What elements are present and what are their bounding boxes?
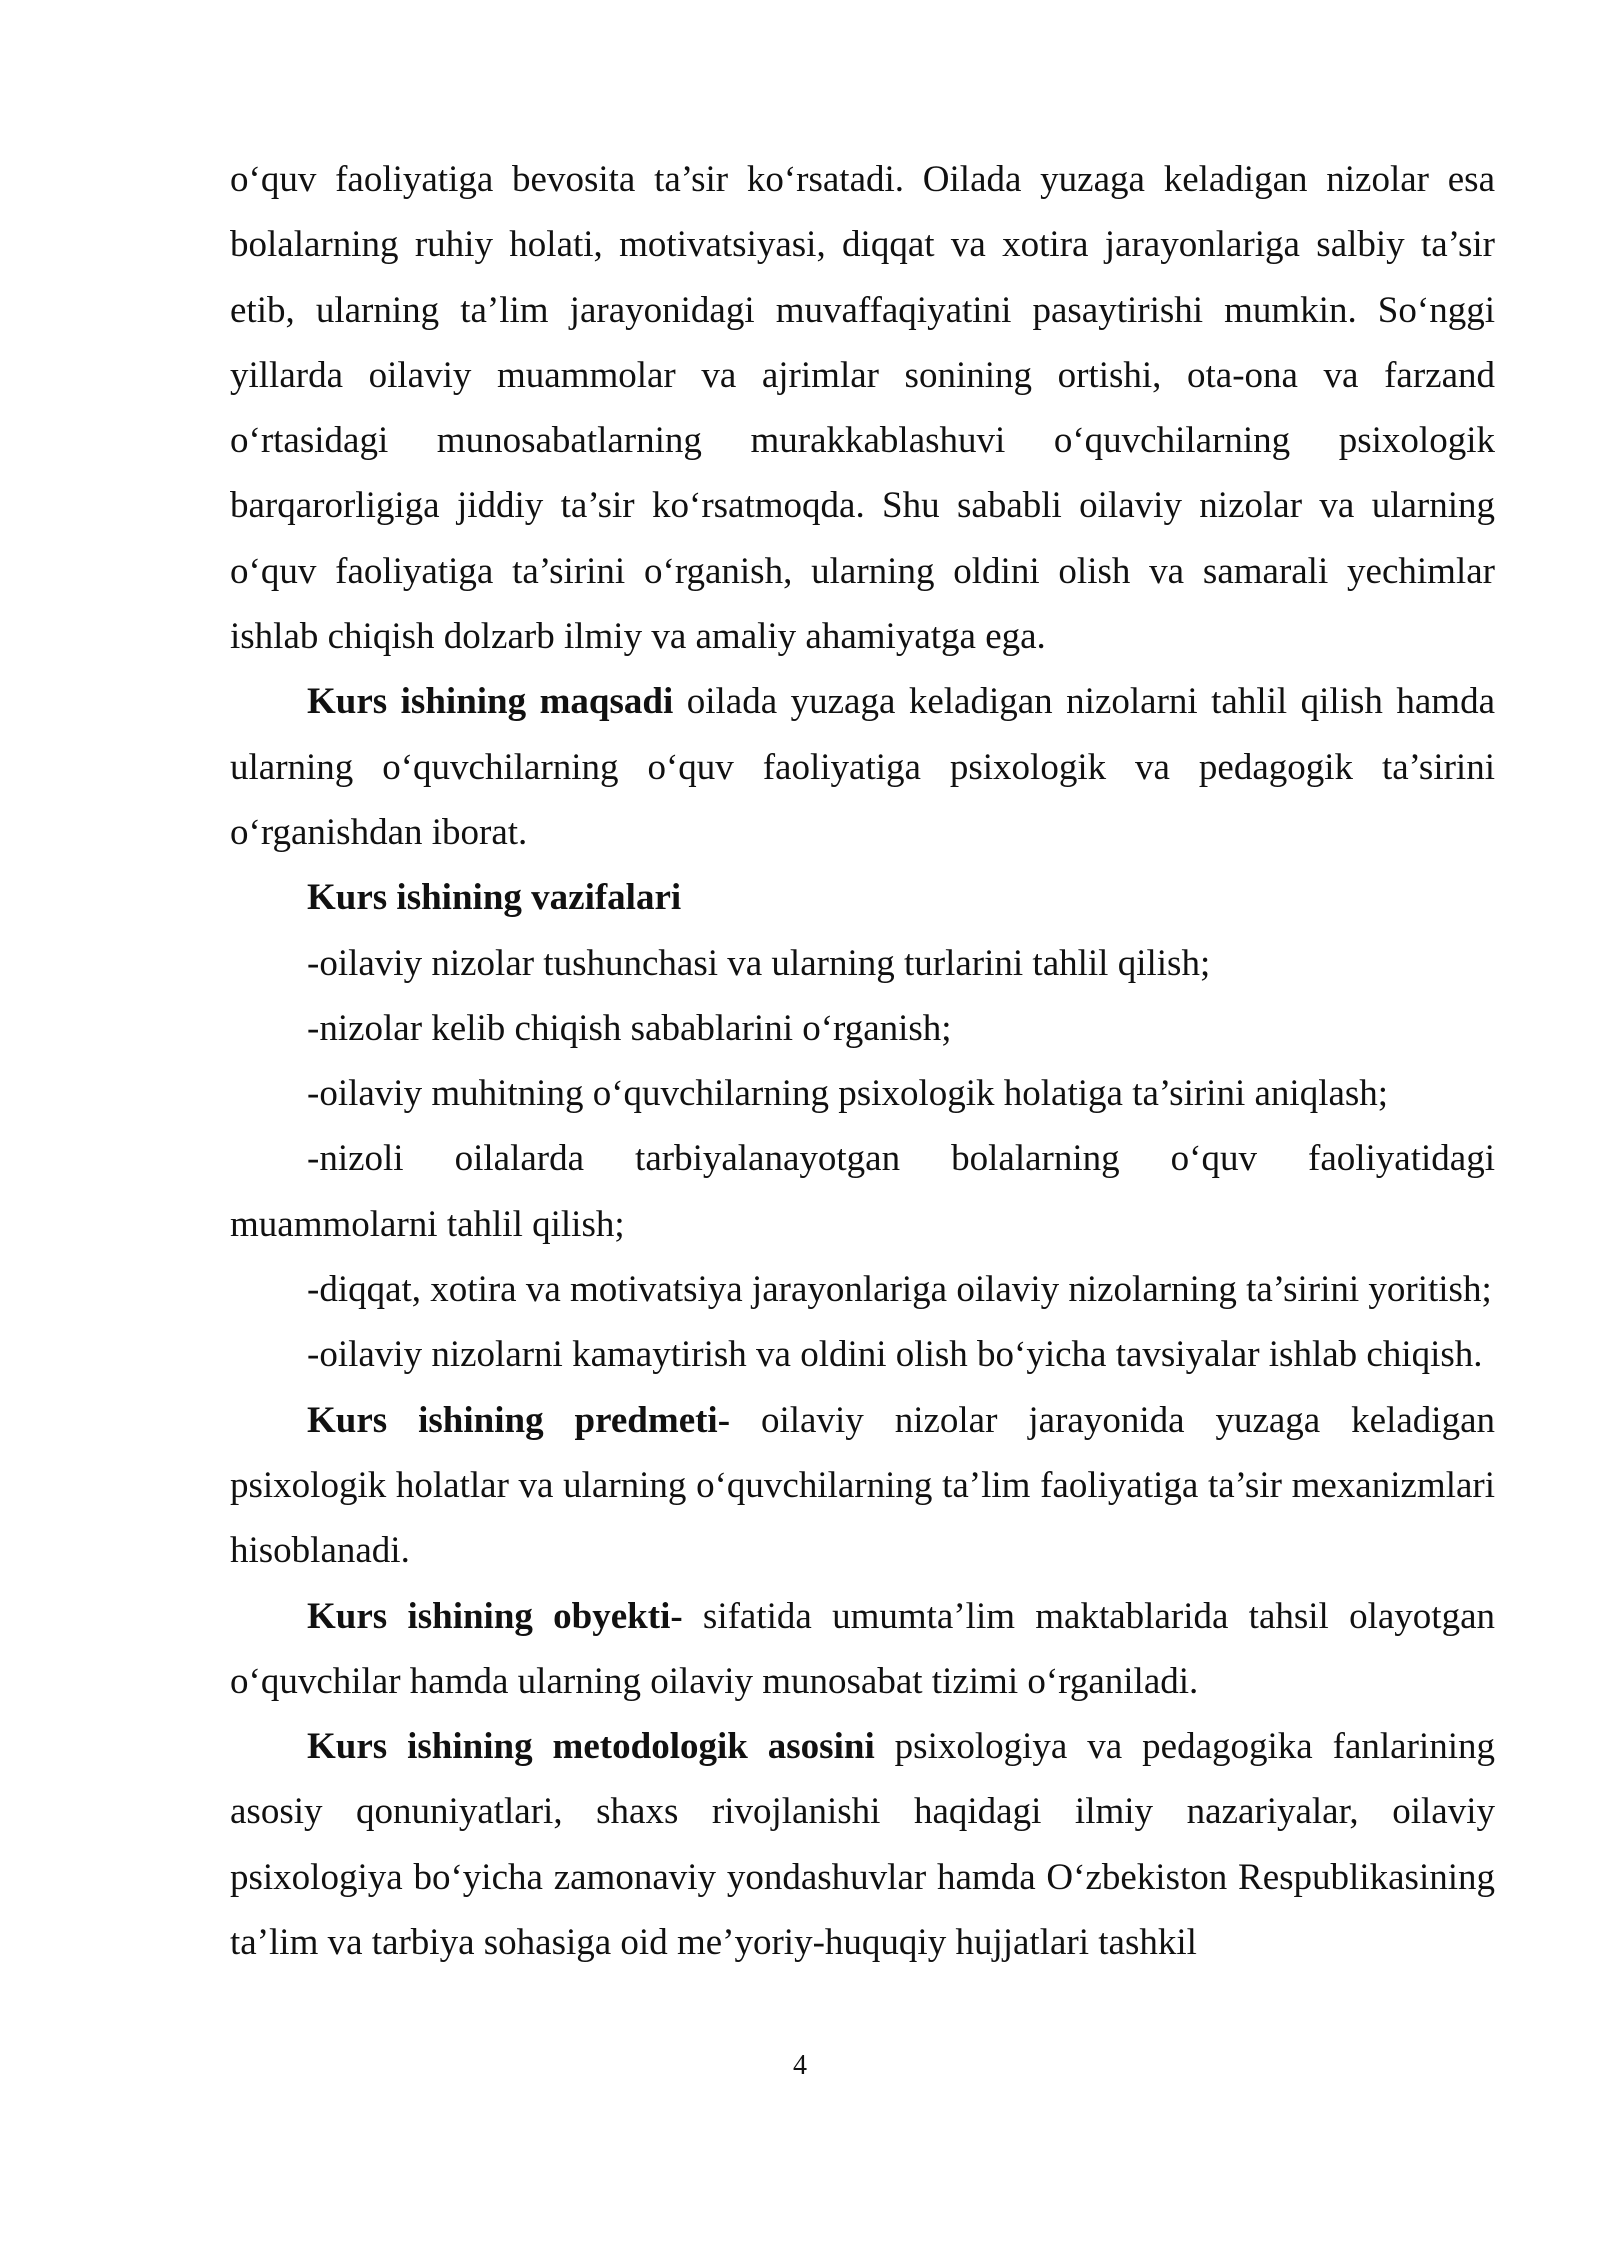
object-heading: Kurs ishining obyekti-	[307, 1595, 683, 1637]
task-text: -oilaviy muhitning o‘quvchilarning psixologik holatiga ta’sirini aniqlash;	[307, 1073, 1389, 1115]
paragraph-intro-continuation	[230, 147, 1495, 669]
methodology-heading: Kurs ishining metodologik asosini	[307, 1726, 875, 1768]
paragraph-methodology	[230, 1714, 1495, 1975]
paragraph-goal	[230, 669, 1495, 865]
task-item	[230, 1322, 1495, 1387]
task-item	[230, 1257, 1495, 1322]
paragraph-text: oilaviy nizolar jarayonida yuzaga keladigan psixologik holatlar va ularning o‘quvchilarning ta’lim faoliyatiga ta’sir mexanizmlari hisoblanadi.	[230, 1399, 1495, 1572]
task-item	[230, 996, 1495, 1061]
subject-heading: Kurs ishining predmeti-	[307, 1399, 731, 1441]
paragraph-object	[230, 1584, 1495, 1715]
task-item	[230, 1126, 1495, 1257]
paragraph-text: sifatida umumta’lim maktablarida tahsil olayotgan o‘quvchilar hamda ularning oilaviy munosabat tizimi o‘rganiladi.	[230, 1595, 1495, 1702]
paragraph-tasks-heading	[230, 865, 1495, 930]
task-text: -diqqat, xotira va motivatsiya jarayonlariga oilaviy nizolarning ta’sirini yoritish;	[307, 1269, 1492, 1311]
task-text: -nizolar kelib chiqish sabablarini o‘rganish;	[307, 1007, 952, 1049]
goal-heading: Kurs ishining maqsadi	[307, 681, 674, 723]
task-text: -nizoli oilalarda tarbiyalanayotgan bolalarning o‘quv faoliyatidagi muammolarni tahlil qilish;	[230, 1138, 1495, 1245]
paragraph-text: oilada yuzaga keladigan nizolarni tahlil qilish hamda ularning o‘quvchilarning o‘quv faoliyatiga psixologik va pedagogik ta’sirini o‘rganishdan iborat.	[230, 681, 1495, 853]
paragraph-text: psixologiya va pedagogika fanlarining asosiy qonuniyatlari, shaxs rivojlanishi haqidagi ilmiy nazariyalar, oilaviy psixologiya bo‘yicha zamonaviy yondashuvlar hamda O‘zbekiston Respublikasining ta’lim va tarbiya sohasiga oid me’yoriy-huquqiy hujjatlari tashkil	[230, 1726, 1495, 1964]
document-body	[230, 147, 1495, 1975]
task-item	[230, 931, 1495, 996]
tasks-heading: Kurs ishining vazifalari	[307, 877, 682, 919]
task-text: -oilaviy nizolar tushunchasi va ularning turlarini tahlil qilish;	[307, 942, 1211, 984]
page-number: 4	[793, 2050, 807, 2081]
task-text: -oilaviy nizolarni kamaytirish va oldini olish bo‘yicha tavsiyalar ishlab chiqish.	[307, 1334, 1483, 1376]
task-item	[230, 1061, 1495, 1126]
paragraph-text: o‘quv faoliyatiga bevosita ta’sir ko‘rsatadi. Oilada yuzaga keladigan nizolar esa bolalarning ruhiy holati, motivatsiyasi, diqqat va xotira jarayonlariga salbiy ta’sir etib, ularning ta’lim jarayonidagi muvaffaqiyatini pasaytirishi mumkin. So‘nggi yillarda oilaviy muammolar va ajrimlar sonining ortishi, ota-ona va farzand o‘rtasidagi munosabatlarning murakkablashuvi o‘quvchilarning psixologik barqarorligiga jiddiy ta’sir ko‘rsatmoqda. Shu sababli oilaviy nizolar va ularning o‘quv faoliyatiga ta’sirini o‘rganish, ularning oldini olish va samarali yechimlar ishlab chiqish dolzarb ilmiy va amaliy ahamiyatga ega.	[230, 159, 1495, 658]
paragraph-subject	[230, 1388, 1495, 1584]
